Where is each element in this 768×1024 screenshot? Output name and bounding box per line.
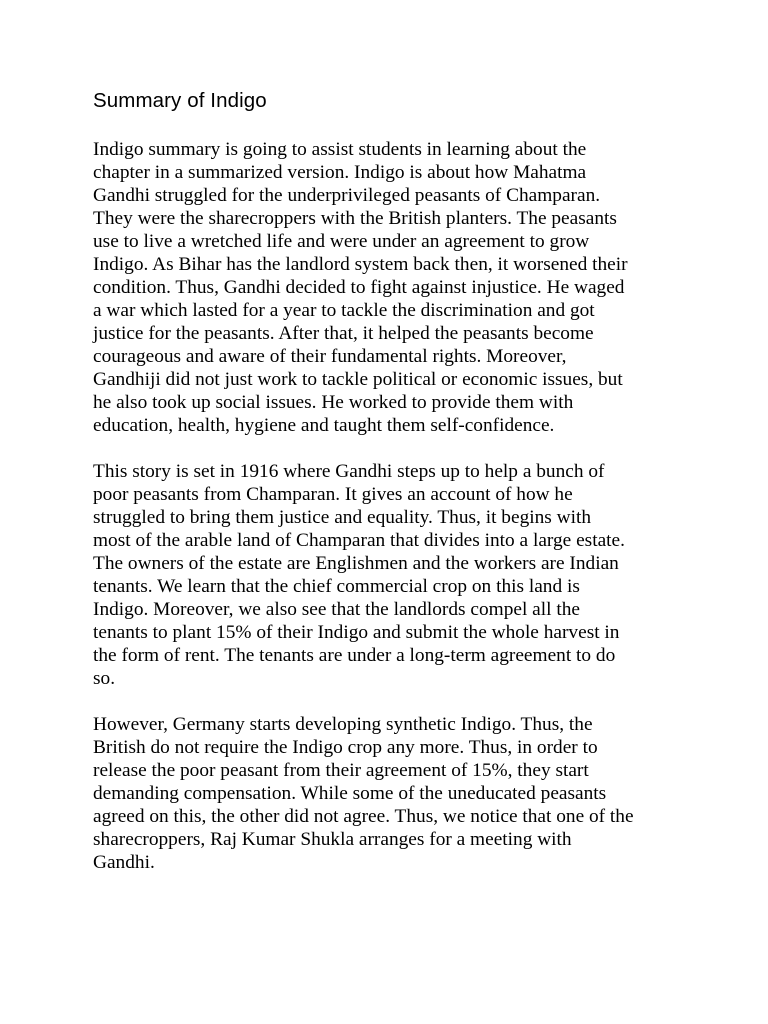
text-line: The owners of the estate are Englishmen and the workers are Indian xyxy=(93,553,619,574)
text-line: demanding compensation. While some of the uneducated peasants xyxy=(93,783,607,804)
text-line: tenants. We learn that the chief commercial crop on this land is xyxy=(93,576,580,597)
text-line: However, Germany starts developing synthetic Indigo. Thus, the xyxy=(93,714,593,735)
text-line: release the poor peasant from their agreement of 15%, they start xyxy=(93,760,589,781)
text-line: British do not require the Indigo crop any more. Thus, in order to xyxy=(93,737,598,758)
text-line: a war which lasted for a year to tackle the discrimination and got xyxy=(93,300,595,321)
text-line: Indigo. As Bihar has the landlord system back then, it worsened their xyxy=(93,254,628,275)
paragraph xyxy=(93,460,693,690)
document-title: Summary of Indigo xyxy=(93,89,267,112)
text-line: This story is set in 1916 where Gandhi steps up to help a bunch of xyxy=(93,461,605,482)
text-line: Gandhi. xyxy=(93,852,155,873)
text-line: condition. Thus, Gandhi decided to fight against injustice. He waged xyxy=(93,277,625,298)
text-line: poor peasants from Champaran. It gives an account of how he xyxy=(93,484,573,505)
document-body xyxy=(93,138,693,897)
text-line: courageous and aware of their fundamental rights. Moreover, xyxy=(93,346,567,367)
text-line: chapter in a summarized version. Indigo is about how Mahatma xyxy=(93,162,587,183)
text-line: most of the arable land of Champaran that divides into a large estate. xyxy=(93,530,625,551)
text-line: justice for the peasants. After that, it helped the peasants become xyxy=(93,323,594,344)
text-line: Gandhi struggled for the underprivileged peasants of Champaran. xyxy=(93,185,601,206)
text-line: Indigo. Moreover, we also see that the landlords compel all the xyxy=(93,599,580,620)
text-line: They were the sharecroppers with the British planters. The peasants xyxy=(93,208,617,229)
paragraph xyxy=(93,713,693,874)
text-line: Indigo summary is going to assist students in learning about the xyxy=(93,139,587,160)
text-line: sharecroppers, Raj Kumar Shukla arranges for a meeting with xyxy=(93,829,572,850)
text-line: so. xyxy=(93,668,116,689)
paragraph xyxy=(93,138,693,437)
text-line: use to live a wretched life and were under an agreement to grow xyxy=(93,231,590,252)
text-line: he also took up social issues. He worked to provide them with xyxy=(93,392,574,413)
text-line: struggled to bring them justice and equality. Thus, it begins with xyxy=(93,507,592,528)
text-line: agreed on this, the other did not agree. Thus, we notice that one of the xyxy=(93,806,634,827)
text-line: the form of rent. The tenants are under a long-term agreement to do xyxy=(93,645,616,666)
text-line: education, health, hygiene and taught them self-confidence. xyxy=(93,415,555,436)
text-line: Gandhiji did not just work to tackle political or economic issues, but xyxy=(93,369,623,390)
text-line: tenants to plant 15% of their Indigo and submit the whole harvest in xyxy=(93,622,620,643)
